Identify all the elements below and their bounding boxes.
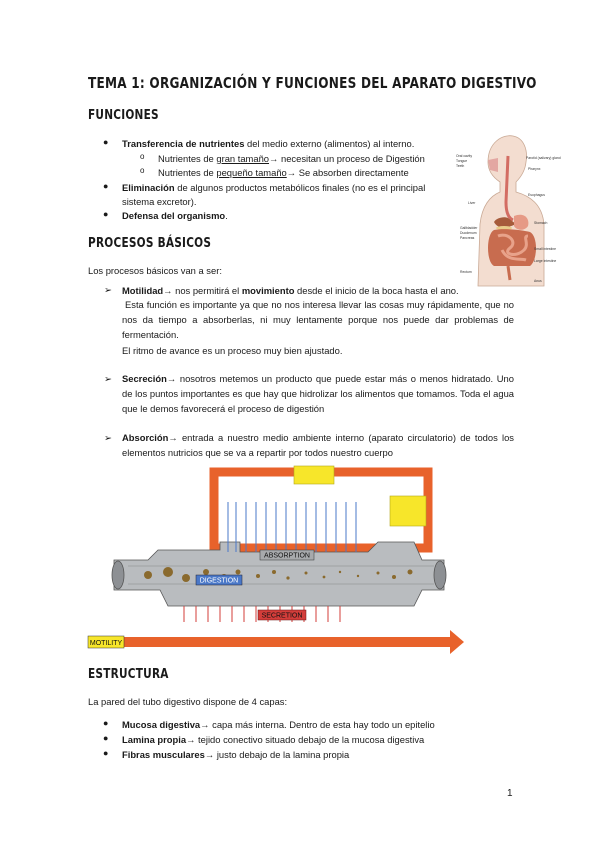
funciones-item-1: Transferencia de nutrientes del medio externo (alimentos) al interno. (122, 138, 415, 149)
motility-label: MOTILITY (89, 640, 123, 647)
absorption-label: ABSORPTION (264, 552, 310, 560)
anatomy-label: Anus (534, 279, 542, 283)
estructura-item: Lamina propia→ tejido conectivo situado debajo de la mucosa digestiva (122, 734, 425, 745)
page-title: TEMA 1: ORGANIZACIÓN Y FUNCIONES DEL APARATO DIGESTIVO (88, 74, 537, 92)
absorcion-paragraph: Absorción→ entrada a nuestro medio ambiente interno (aparato circulatorio) de todos los elementos nutricios que se va a repartir por todos nuestro cuerpo (122, 432, 514, 458)
funciones-item-2: Eliminación de algunos productos metabólicos finales (no es el principal (122, 182, 426, 193)
bullet-dot: ● (103, 748, 109, 758)
heading-procesos: PROCESOS BÁSICOS (88, 235, 212, 251)
anatomy-label: Tongue (456, 159, 468, 163)
funciones-item-3: Defensa del organismo. (122, 210, 228, 221)
heading-funciones: FUNCIONES (88, 107, 159, 123)
estructura-item: Fibras musculares→ justo debajo de la lamina propia (122, 749, 350, 760)
anatomy-label: Esophagus (528, 193, 545, 197)
estructura-intro: La pared del tubo digestivo dispone de 4 capas: (88, 696, 288, 707)
anatomy-label: Liver (468, 201, 476, 205)
anatomy-label: Rectum (460, 270, 472, 274)
arrow-bullet-icon: ➢ (104, 374, 112, 385)
bullet-dot: ● (103, 733, 109, 743)
yellow-box-top (294, 466, 334, 484)
anatomy-label: Small intestine (534, 247, 557, 251)
anatomy-label: Stomach (534, 221, 548, 225)
anatomy-label: Pancreas (460, 236, 475, 240)
secretion-label: SECRETION (261, 612, 303, 620)
anatomy-label: Pharynx (528, 167, 541, 171)
heading-estructura: ESTRUCTURA (88, 666, 169, 682)
motility-arrow (88, 630, 464, 654)
anatomy-label: Large intestine (534, 259, 557, 263)
yellow-box-right (390, 496, 426, 526)
sub-bullet: o (140, 166, 145, 175)
digestion-label: DIGESTION (199, 577, 239, 585)
funciones-item-2-cont: sistema excretor). (122, 196, 197, 207)
anatomy-label: Oral cavity (456, 154, 473, 158)
funciones-sub-2: Nutrientes de pequeño tamaño→ Se absorben directamente (158, 167, 409, 178)
arrow-bullet-icon: ➢ (104, 285, 112, 296)
digestive-system-illustration (456, 132, 561, 286)
bullet-dot: ● (103, 209, 109, 219)
procesos-intro: Los procesos básicos van a ser: (88, 265, 222, 276)
funciones-sub-1: Nutrientes de gran tamaño→ necesitan un proceso de Digestión (158, 153, 425, 164)
page-number: 1 (507, 788, 513, 799)
secrecion-paragraph: Secreción→ nosotros metemos un producto que puede estar más o menos hidratado. Uno de los puntos importantes es que hay que hidrolizar los alimentos que tomamos. Toda el agua que le demos favorecerá el proceso de digestión (122, 373, 514, 414)
anatomy-label: Duodenum (460, 231, 477, 235)
anatomy-label: Gallbladder (460, 226, 478, 230)
bullet-dot: ● (103, 718, 109, 728)
arrow-bullet-icon: ➢ (104, 433, 112, 444)
digestive-processes-diagram (88, 462, 464, 654)
motilidad-paragraph: Esta función es importante ya que no nos interesa llevar las cosas muy rápidamente, que no nos da tiempo a absorberlas, ni muy lentamente porque nos puede dar problemas de fermentación. (122, 299, 514, 340)
bullet-dot: ● (103, 181, 109, 191)
anatomy-label: Parotid (salivary) gland (526, 156, 561, 160)
sub-bullet: o (140, 152, 145, 161)
anatomy-label: Teeth (456, 164, 465, 168)
bullet-dot: ● (103, 137, 109, 147)
motilidad-line: Motilidad→ nos permitirá el movimiento desde el inicio de la boca hasta el ano. (122, 285, 459, 296)
motilidad-ritmo: El ritmo de avance es un proceso muy bien ajustado. (122, 345, 343, 356)
estructura-item: Mucosa digestiva→ capa más interna. Dentro de esta hay todo un epitelio (122, 719, 435, 730)
